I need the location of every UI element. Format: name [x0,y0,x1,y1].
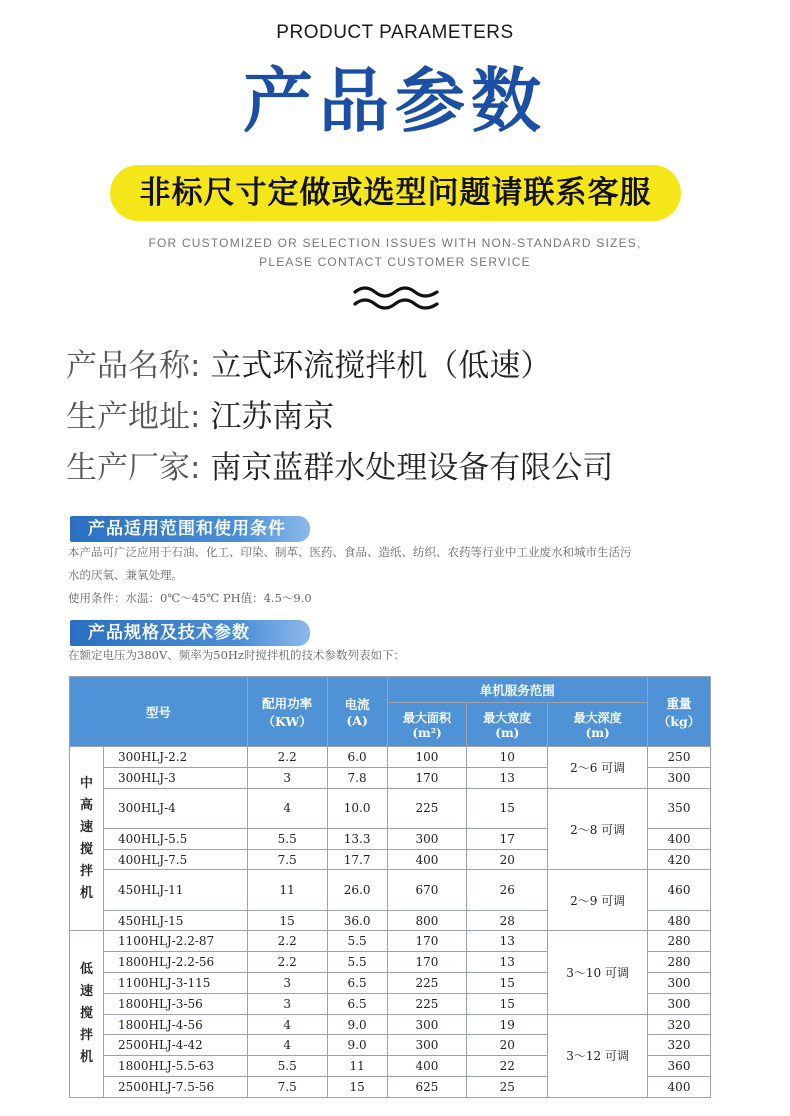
cell-width: 19 [467,1014,548,1035]
group-label-text: 中 高 速 搅 拌 机 [79,775,93,901]
cell-model: 2500HLJ-4-42 [103,1035,247,1056]
notice-line-1: FOR CUSTOMIZED OR SELECTION ISSUES WITH NON-STANDARD SIZES, [148,236,642,250]
cell-current: 5.5 [327,931,387,952]
cell-current: 5.5 [327,952,387,973]
group-label-low-speed [70,931,104,1098]
cell-power: 11 [247,870,327,910]
cell-current: 26.0 [327,870,387,910]
header-service-range: 单机服务范围 [387,677,647,703]
cell-model: 1800HLJ-3-56 [103,993,247,1014]
header-width-unit: (m) [495,726,520,740]
cell-width: 13 [467,767,548,788]
cell-weight: 400 [648,1077,711,1098]
cell-weight: 300 [648,973,711,994]
group-label-high-speed [70,747,104,931]
cell-area: 170 [387,767,467,788]
cell-model: 1100HLJ-2.2-87 [103,931,247,952]
cell-width: 28 [467,910,548,931]
cell-depth: 2～6 可调 [548,747,648,789]
cell-width: 20 [467,849,548,870]
cell-power: 2.2 [247,931,327,952]
header-current-label: 电流 [344,697,370,712]
cell-width: 25 [467,1077,548,1098]
section-heading-application: 产品适用范围和使用条件 [70,516,310,542]
cell-weight: 480 [648,910,711,931]
cell-weight: 300 [648,993,711,1014]
cell-width: 13 [467,952,548,973]
cell-area: 300 [387,828,467,849]
cell-weight: 300 [648,767,711,788]
application-text [68,541,632,610]
cell-current: 36.0 [327,910,387,931]
info-value: 江苏南京 [210,399,335,435]
cell-power: 3 [247,993,327,1014]
header-current [327,677,387,747]
cell-current: 17.7 [327,849,387,870]
header-power [247,677,327,747]
header-power-label: 配用功率 [262,695,313,711]
cell-area: 400 [387,849,467,870]
cell-power: 4 [247,788,327,828]
cell-power: 5.5 [247,1056,327,1077]
contact-banner: 非标尺寸定做或选型问题请联系客服 [110,165,681,221]
cell-area: 670 [387,870,467,910]
cell-current: 6.5 [327,993,387,1014]
application-line-2: 水的厌氧、兼氧处理。 [68,568,183,582]
cell-weight: 320 [648,1035,711,1056]
cell-width: 13 [467,931,548,952]
cell-weight: 400 [648,828,711,849]
cell-area: 300 [387,1014,467,1035]
cell-width: 15 [467,993,548,1014]
info-value: 立式环流搅拌机（低速） [210,348,552,384]
cell-current: 7.8 [327,767,387,788]
spec-table [69,676,711,1098]
cell-current: 11 [327,1056,387,1077]
notice-text [0,234,790,272]
cell-width: 15 [467,973,548,994]
cell-model: 1800HLJ-2.2-56 [103,952,247,973]
cell-area: 400 [387,1056,467,1077]
info-product-name [66,346,551,386]
cell-current: 15 [327,1077,387,1098]
header-weight-label: 重量 [666,695,692,711]
cell-weight: 280 [648,931,711,952]
cell-model: 300HLJ-2.2 [103,747,247,768]
header-depth-unit: (m) [585,726,610,740]
cell-model: 300HLJ-4 [103,788,247,828]
cell-power: 2.2 [247,952,327,973]
cell-weight: 320 [648,1014,711,1035]
header-depth [548,703,648,747]
cell-power: 7.5 [247,849,327,870]
cell-area: 225 [387,788,467,828]
specs-intro: 在额定电压为380V、频率为50Hz时搅拌机的技术参数列表如下： [68,648,405,662]
cell-area: 170 [387,952,467,973]
cell-power: 7.5 [247,1077,327,1098]
info-label: 生产厂家: [66,450,201,486]
header-power-unit: （KW） [262,713,312,729]
info-manufacturer [66,448,613,488]
cell-power: 3 [247,973,327,994]
info-address [66,397,334,437]
cell-depth: 2～9 可调 [548,870,648,931]
header-depth-label: 最大深度 [573,711,622,725]
cell-current: 6.0 [327,747,387,768]
cell-weight: 360 [648,1056,711,1077]
info-value: 南京蓝群水处理设备有限公司 [210,450,614,486]
cell-area: 170 [387,931,467,952]
header-width-label: 最大宽度 [483,711,532,725]
cell-current: 9.0 [327,1035,387,1056]
cell-current: 9.0 [327,1014,387,1035]
cell-model: 2500HLJ-7.5-56 [103,1077,247,1098]
cell-area: 100 [387,747,467,768]
notice-line-2: PLEASE CONTACT CUSTOMER SERVICE [259,255,531,269]
cell-power: 3 [247,767,327,788]
cell-width: 22 [467,1056,548,1077]
cell-model: 400HLJ-7.5 [103,849,247,870]
cell-model: 300HLJ-3 [103,767,247,788]
cell-model: 1800HLJ-4-56 [103,1014,247,1035]
header-area-unit: (m²) [412,726,442,740]
cell-power: 5.5 [247,828,327,849]
conditions-line: 使用条件：水温：0℃～45℃ PH值：4.5～9.0 [68,591,312,605]
cell-current: 13.3 [327,828,387,849]
info-label: 生产地址: [66,399,201,435]
cell-width: 26 [467,870,548,910]
cell-model: 450HLJ-15 [103,910,247,931]
header-area [387,703,467,747]
cell-depth: 2～8 可调 [548,788,648,870]
cell-depth: 3～12 可调 [548,1014,648,1097]
cell-weight: 460 [648,870,711,910]
cell-model: 400HLJ-5.5 [103,828,247,849]
cell-weight: 350 [648,788,711,828]
application-line-1: 本产品可广泛应用于石油、化工、印染、制革、医药、食品、造纸、纺织、农药等行业中工业废水和城市生活污 [68,545,632,559]
page-title: 产品参数 [243,60,547,142]
info-label: 产品名称: [66,348,201,384]
cell-width: 20 [467,1035,548,1056]
cell-area: 225 [387,993,467,1014]
cell-weight: 420 [648,849,711,870]
cell-depth: 3～10 可调 [548,931,648,1014]
cell-current: 6.5 [327,973,387,994]
cell-power: 4 [247,1035,327,1056]
cell-power: 4 [247,1014,327,1035]
header-model: 型号 [70,677,248,747]
cell-area: 625 [387,1077,467,1098]
cell-weight: 280 [648,952,711,973]
cell-model: 1800HLJ-5.5-63 [103,1056,247,1077]
wave-divider-icon [353,284,439,314]
en-title: PRODUCT PARAMETERS [276,22,514,43]
cell-width: 10 [467,747,548,768]
cell-model: 1100HLJ-3-115 [103,973,247,994]
header-weight-unit: （kg） [657,713,701,729]
header-weight [648,677,711,747]
cell-area: 225 [387,973,467,994]
cell-power: 2.2 [247,747,327,768]
group-label-text: 低 速 搅 拌 机 [79,962,93,1066]
cell-area: 300 [387,1035,467,1056]
header-area-label: 最大面积 [402,711,451,725]
header-width [467,703,548,747]
cell-power: 15 [247,910,327,931]
cell-area: 800 [387,910,467,931]
cell-width: 17 [467,828,548,849]
cell-width: 15 [467,788,548,828]
cell-model: 450HLJ-11 [103,870,247,910]
section-heading-specs: 产品规格及技术参数 [70,620,310,646]
header-current-unit: (A) [346,713,368,728]
cell-current: 10.0 [327,788,387,828]
cell-weight: 250 [648,747,711,768]
